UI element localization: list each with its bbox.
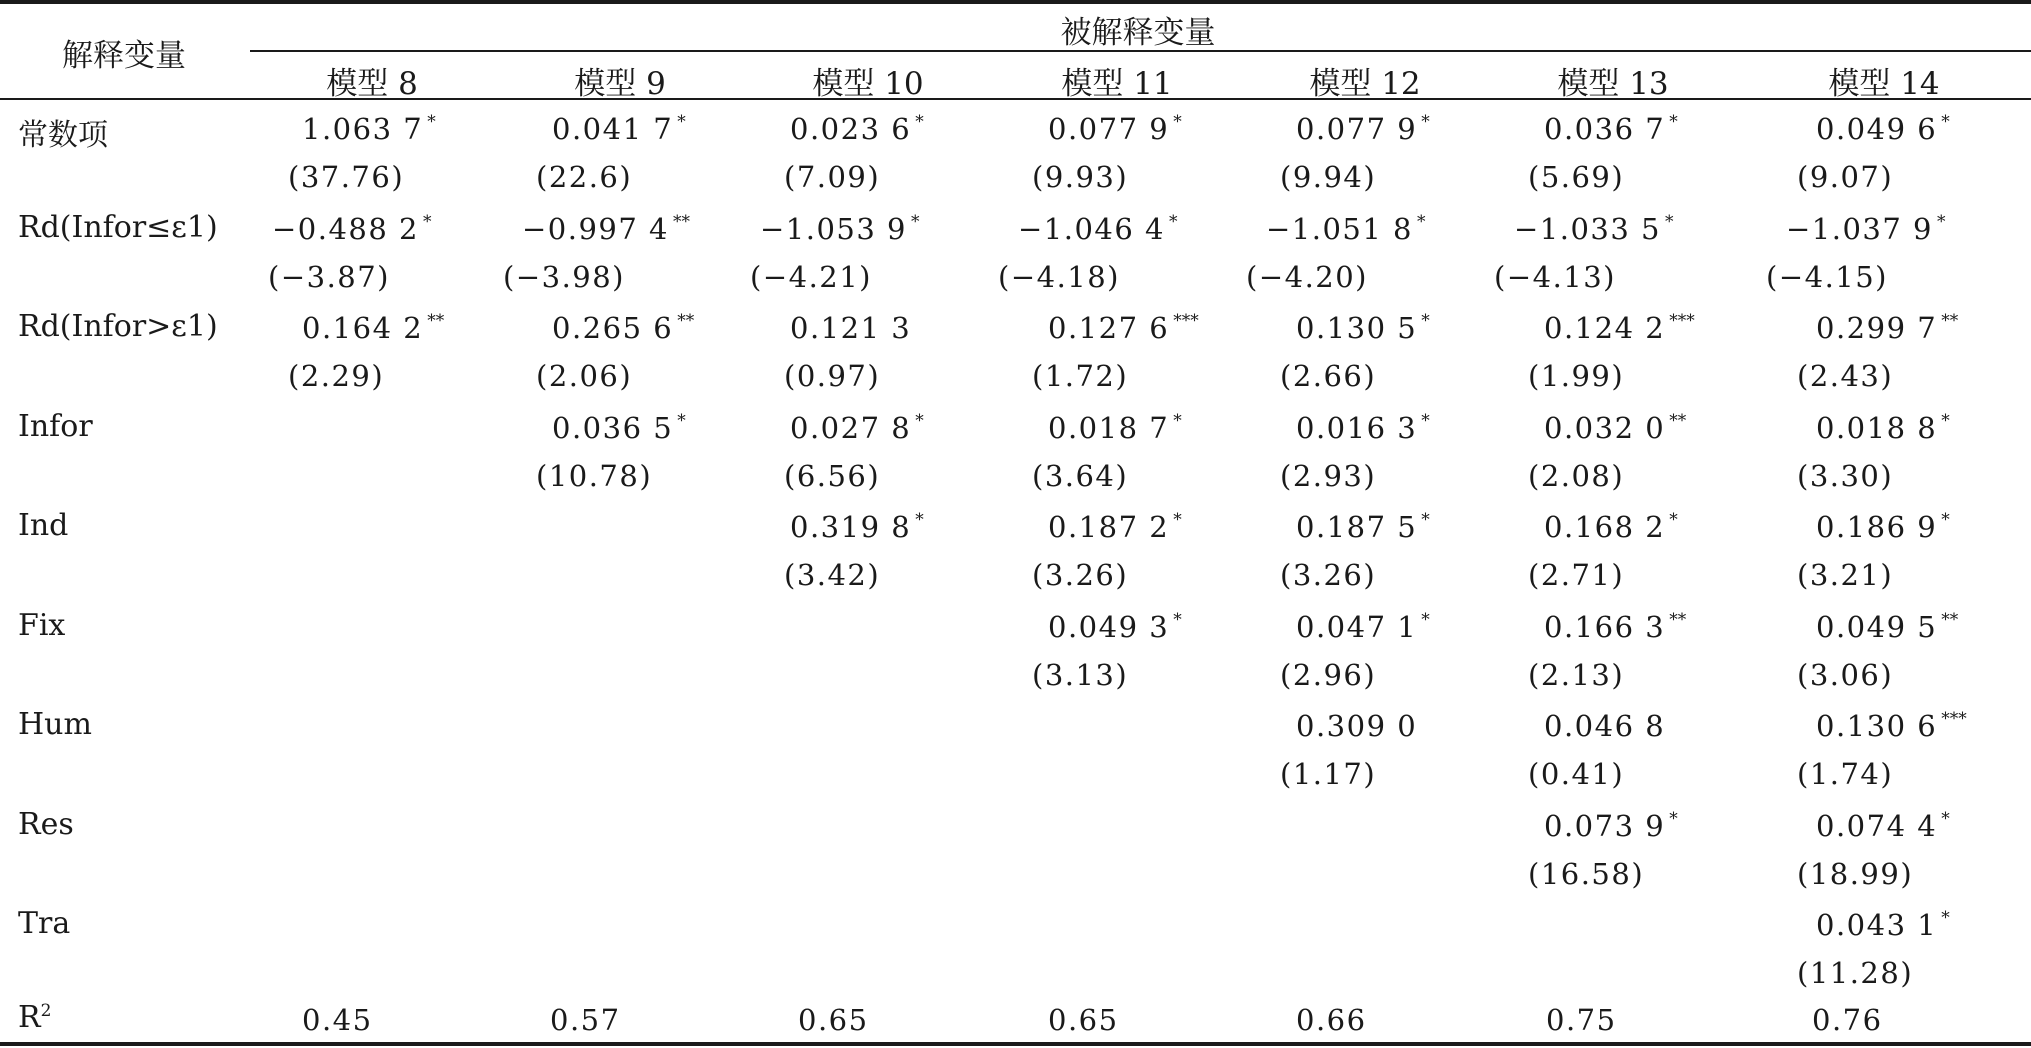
coefficient-value: −1.033 5: [1514, 211, 1661, 246]
coefficient-cell: [1544, 809, 1678, 843]
significance-stars: *: [677, 410, 686, 431]
coefficient-value: 0.187 2: [1048, 510, 1170, 544]
significance-stars: *: [1169, 211, 1178, 232]
r-squared-value: 0.57: [550, 1003, 621, 1037]
significance-stars: *: [1421, 510, 1430, 530]
coefficient-cell: [1816, 809, 1950, 843]
t-statistic-cell: (2.96): [1280, 657, 1377, 692]
coefficient-value: 0.127 6: [1048, 311, 1170, 345]
coefficient-cell: [1296, 112, 1430, 146]
t-statistic-cell: (5.69): [1528, 160, 1625, 194]
coefficient-value: −1.051 8: [1266, 211, 1413, 246]
t-statistic-cell: (3.42): [784, 558, 881, 592]
t-statistic-cell: (1.72): [1032, 359, 1129, 393]
coefficient-value: 0.049 5: [1816, 609, 1938, 644]
coefficient-value: 0.124 2: [1544, 311, 1666, 345]
t-statistic-cell: (18.99): [1797, 856, 1914, 891]
significance-stars: ***: [1941, 709, 1967, 729]
coefficient-value: 0.121 3: [790, 311, 912, 345]
coefficient-value: −1.037 9: [1786, 211, 1933, 246]
model-header: 模型 13: [1557, 66, 1669, 102]
row-label: Fix: [18, 607, 66, 643]
coefficient-cell: [272, 212, 432, 246]
coefficient-value: 1.063 7: [302, 112, 424, 146]
t-statistic-cell: (3.30): [1797, 458, 1894, 493]
coefficient-cell: [1816, 610, 1958, 644]
r-squared-superscript: 2: [40, 1001, 52, 1021]
t-statistic-cell: (37.76): [288, 160, 405, 194]
table-bottom-rule: [0, 1042, 2031, 1046]
coefficient-cell: [1048, 311, 1199, 345]
coefficient-value: 0.265 6: [552, 311, 674, 345]
t-statistic-cell: (9.93): [1032, 160, 1129, 194]
t-statistic-cell: (2.71): [1528, 558, 1625, 592]
t-statistic-cell: (9.07): [1797, 160, 1894, 194]
significance-stars: *: [1417, 211, 1426, 232]
coefficient-value: 0.043 1: [1816, 908, 1938, 942]
coefficient-cell: [302, 311, 444, 345]
significance-stars: *: [1941, 410, 1950, 431]
coefficient-value: 0.074 4: [1816, 808, 1938, 843]
coefficient-value: 0.130 5: [1296, 311, 1418, 345]
coefficient-cell: [1048, 510, 1182, 544]
t-statistic-cell: (3.64): [1032, 458, 1129, 493]
coefficient-cell: [552, 112, 686, 146]
r-squared-value: 0.75: [1546, 1003, 1617, 1037]
coefficient-value: 0.319 8: [790, 510, 912, 544]
significance-stars: *: [1665, 211, 1674, 232]
coefficient-cell: [1018, 212, 1178, 246]
significance-stars: *: [1421, 609, 1430, 630]
significance-stars: *: [1941, 510, 1950, 530]
t-statistic-cell: (3.06): [1797, 657, 1894, 692]
coefficient-value: 0.049 6: [1816, 112, 1938, 146]
significance-stars: *: [1421, 410, 1430, 431]
coefficient-value: 0.027 8: [790, 410, 912, 445]
coefficient-value: 0.036 7: [1544, 112, 1666, 146]
significance-stars: *: [1941, 908, 1950, 928]
significance-stars: *: [1173, 112, 1182, 132]
coefficient-cell: [302, 112, 436, 146]
row-label: Res: [18, 806, 74, 842]
coefficient-cell: [1544, 610, 1686, 644]
t-statistic-cell: (2.29): [288, 359, 385, 393]
coefficient-cell: [760, 212, 920, 246]
significance-stars: **: [1669, 609, 1687, 630]
coefficient-value: 0.168 2: [1544, 510, 1666, 544]
coefficient-cell: [1048, 610, 1182, 644]
significance-stars: *: [915, 410, 924, 431]
t-statistic-cell: (2.66): [1280, 359, 1377, 393]
significance-stars: *: [1173, 609, 1182, 630]
t-statistic-cell: (−4.18): [998, 259, 1120, 294]
coefficient-value: 0.077 9: [1296, 112, 1418, 146]
coefficient-cell: [522, 212, 690, 246]
model-header: 模型 11: [1061, 66, 1173, 102]
t-statistic-cell: (9.94): [1280, 160, 1377, 194]
t-statistic-cell: (−4.13): [1494, 259, 1616, 294]
coefficient-cell: [1296, 610, 1430, 644]
t-statistic-cell: (1.99): [1528, 359, 1625, 393]
t-statistic-cell: (2.43): [1797, 359, 1894, 393]
r-squared-label: [18, 1000, 51, 1035]
r-squared-value: 0.65: [1048, 1003, 1119, 1037]
significance-stars: **: [677, 311, 695, 331]
significance-stars: *: [1173, 410, 1182, 431]
coefficient-value: 0.023 6: [790, 112, 912, 146]
t-statistic-cell: (−4.20): [1246, 259, 1368, 294]
t-statistic-cell: (22.6): [536, 160, 633, 194]
t-statistic-cell: (−4.21): [750, 259, 872, 294]
coefficient-cell: [1296, 709, 1417, 743]
significance-stars: *: [1173, 510, 1182, 530]
t-statistic-cell: (6.56): [784, 458, 881, 493]
row-label: Rd(Infor>ε1): [18, 309, 218, 344]
coefficient-value: 0.299 7: [1816, 311, 1938, 345]
significance-stars: ***: [1669, 311, 1695, 331]
significance-stars: *: [1669, 112, 1678, 132]
coefficient-cell: [1816, 411, 1950, 445]
t-statistic-cell: (0.97): [784, 359, 881, 393]
significance-stars: *: [423, 211, 432, 232]
coefficient-cell: [552, 311, 694, 345]
coefficient-value: 0.166 3: [1544, 609, 1666, 644]
coefficient-value: 0.018 8: [1816, 410, 1938, 445]
t-statistic-cell: (16.58): [1528, 856, 1645, 891]
coefficient-value: 0.046 8: [1544, 709, 1666, 743]
coefficient-cell: [1048, 411, 1182, 445]
coefficient-value: 0.187 5: [1296, 510, 1418, 544]
t-statistic-cell: (10.78): [536, 458, 653, 493]
coefficient-value: 0.073 9: [1544, 808, 1666, 843]
significance-stars: *: [911, 211, 920, 232]
coefficient-cell: [1816, 709, 1967, 743]
t-statistic-cell: (1.74): [1797, 757, 1894, 791]
coefficient-cell: [1544, 411, 1686, 445]
coefficient-cell: [1816, 510, 1950, 544]
t-statistic-cell: (−3.87): [268, 259, 390, 294]
r-squared-value: 0.76: [1812, 1003, 1883, 1037]
model-header: 模型 8: [326, 66, 418, 102]
significance-stars: *: [1669, 808, 1678, 829]
coefficient-cell: [1544, 709, 1665, 743]
significance-stars: *: [1941, 112, 1950, 132]
significance-stars: **: [673, 211, 690, 232]
coefficient-value: 0.077 9: [1048, 112, 1170, 146]
t-statistic-cell: (−4.15): [1766, 259, 1888, 294]
coefficient-value: 0.130 6: [1816, 709, 1938, 743]
coefficient-cell: [1786, 212, 1946, 246]
coefficient-value: 0.186 9: [1816, 510, 1938, 544]
coefficient-value: −0.488 2: [272, 211, 419, 246]
coefficient-value: 0.036 5: [552, 410, 674, 445]
coefficient-value: 0.018 7: [1048, 410, 1170, 445]
model-header: 模型 14: [1828, 66, 1940, 102]
coefficient-value: 0.049 3: [1048, 609, 1170, 644]
coefficient-value: −1.053 9: [760, 211, 907, 246]
significance-stars: *: [1941, 808, 1950, 829]
coefficient-value: −0.997 4: [522, 211, 669, 246]
coefficient-cell: [1816, 112, 1950, 146]
coefficient-value: 0.016 3: [1296, 410, 1418, 445]
t-statistic-cell: (2.06): [536, 359, 633, 393]
row-label: Ind: [18, 508, 69, 543]
coefficient-value: 0.164 2: [302, 311, 424, 345]
significance-stars: *: [1669, 510, 1678, 530]
coefficient-value: 0.041 7: [552, 112, 674, 146]
significance-stars: **: [1941, 311, 1959, 331]
significance-stars: *: [677, 112, 686, 132]
row-label: Infor: [18, 408, 93, 444]
t-statistic-cell: (0.41): [1528, 757, 1625, 791]
coefficient-cell: [1296, 311, 1430, 345]
significance-stars: **: [1669, 410, 1687, 431]
t-statistic-cell: (3.13): [1032, 657, 1129, 692]
coefficient-cell: [1296, 510, 1430, 544]
t-statistic-cell: (7.09): [784, 160, 881, 194]
t-statistic-cell: (2.13): [1528, 657, 1625, 692]
t-statistic-cell: (2.93): [1280, 458, 1377, 493]
coefficient-value: −1.046 4: [1018, 211, 1165, 246]
model-header: 模型 12: [1309, 66, 1421, 102]
model-header: 模型 9: [574, 66, 666, 102]
significance-stars: *: [1421, 112, 1430, 132]
t-statistic-cell: (−3.98): [503, 259, 625, 294]
t-statistic-cell: (3.21): [1797, 558, 1894, 592]
significance-stars: *: [427, 112, 436, 132]
coefficient-value: 0.047 1: [1296, 609, 1418, 644]
r-squared-letter: R: [18, 1000, 41, 1035]
coefficient-cell: [1266, 212, 1426, 246]
coefficient-cell: [1816, 908, 1950, 942]
row-label-header: 解释变量: [62, 38, 186, 74]
coefficient-cell: [790, 510, 924, 544]
group-header: 被解释变量: [1060, 15, 1216, 51]
r-squared-value: 0.66: [1296, 1003, 1367, 1037]
coefficient-cell: [1544, 311, 1695, 345]
significance-stars: ***: [1173, 311, 1199, 331]
coefficient-cell: [790, 411, 924, 445]
significance-stars: *: [1421, 311, 1430, 331]
row-label: 常数项: [18, 118, 108, 153]
coefficient-cell: [1816, 311, 1958, 345]
r-squared-value: 0.65: [798, 1003, 869, 1037]
t-statistic-cell: (2.08): [1528, 458, 1625, 493]
coefficient-cell: [1544, 510, 1678, 544]
row-label: Tra: [18, 906, 71, 941]
header-bottom-rule: [0, 98, 2031, 100]
coefficient-cell: [1514, 212, 1674, 246]
t-statistic-cell: (1.17): [1280, 757, 1377, 791]
significance-stars: *: [1937, 211, 1946, 232]
row-label: Hum: [18, 707, 92, 742]
table-top-rule: [0, 0, 2031, 4]
coefficient-cell: [552, 411, 686, 445]
significance-stars: **: [427, 311, 445, 331]
coefficient-value: 0.309 0: [1296, 709, 1418, 743]
r-squared-value: 0.45: [302, 1003, 373, 1037]
t-statistic-cell: (3.26): [1280, 558, 1377, 592]
t-statistic-cell: (11.28): [1797, 956, 1914, 990]
coefficient-cell: [1296, 411, 1430, 445]
significance-stars: **: [1941, 609, 1959, 630]
coefficient-cell: [790, 112, 924, 146]
row-label: Rd(Infor≤ε1): [18, 209, 218, 245]
model-header: 模型 10: [812, 66, 924, 102]
t-statistic-cell: (3.26): [1032, 558, 1129, 592]
coefficient-cell: [1544, 112, 1678, 146]
significance-stars: *: [915, 112, 924, 132]
coefficient-cell: [1048, 112, 1182, 146]
coefficient-cell: [790, 311, 911, 345]
coefficient-value: 0.032 0: [1544, 410, 1666, 445]
significance-stars: *: [915, 510, 924, 530]
